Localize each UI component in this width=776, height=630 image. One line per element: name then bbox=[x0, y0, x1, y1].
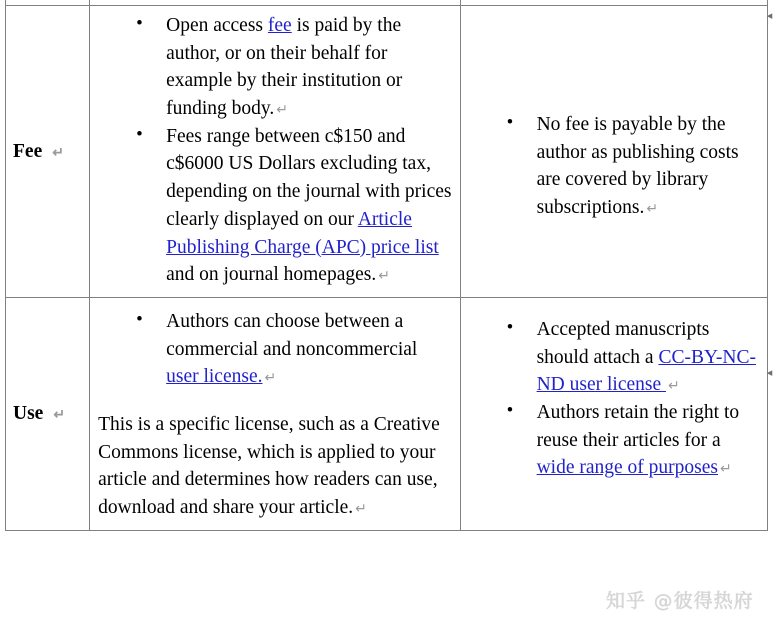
list-item bbox=[98, 308, 451, 391]
link-open-access-fee[interactable]: fee bbox=[267, 15, 292, 36]
table-body bbox=[6, 0, 768, 530]
bullet-list bbox=[98, 308, 451, 391]
link-user-license[interactable]: user license. bbox=[166, 366, 263, 388]
paragraph-mark-icon: ↵ bbox=[355, 500, 367, 516]
text-segment: Open access bbox=[166, 15, 268, 36]
paragraph-mark-icon: ↵ bbox=[646, 200, 659, 217]
paragraph-mark-icon: ↵ bbox=[264, 369, 277, 386]
bullet-list bbox=[98, 12, 451, 289]
text-segment: This is a specific license, such as a Creative Commons license, which is applied to your article and determines how readers can use, download and share your article. bbox=[98, 413, 440, 518]
table-row bbox=[6, 6, 768, 298]
list-item bbox=[98, 123, 451, 289]
cell-subscription-fee bbox=[460, 6, 767, 298]
row-end-marker-icon[interactable]: ◂ bbox=[766, 367, 773, 379]
text-segment: Fees range between c$150 and c$6000 US Dollars excluding tax, depending on the journal with prices clearly displayed on our bbox=[166, 125, 452, 230]
paragraph-mark-icon: ↵ bbox=[720, 460, 732, 477]
bullet-list bbox=[469, 316, 759, 482]
text-segment: No fee is payable by the author as publishing costs are covered by library subscriptions. bbox=[536, 114, 739, 219]
list-item bbox=[98, 12, 451, 123]
text-segment: and on journal homepages. bbox=[166, 264, 377, 286]
link-wide-range-of-purposes[interactable]: wide range of purposes bbox=[536, 457, 718, 479]
comparison-table bbox=[5, 0, 768, 531]
list-item bbox=[469, 399, 759, 482]
row-end-marker-icon[interactable]: ◂ bbox=[766, 10, 773, 22]
text-segment: Accepted manuscripts should attach a bbox=[536, 318, 710, 368]
cell-open-access-fee bbox=[90, 6, 460, 298]
paragraph-mark-icon: ↵ bbox=[53, 405, 66, 422]
text-segment: Authors can choose between a commercial and noncommercial bbox=[166, 310, 418, 360]
paragraph-mark-icon: ↵ bbox=[378, 267, 390, 284]
paragraph-mark-icon: ↵ bbox=[668, 377, 680, 394]
link-apc-price-list[interactable]: Article Publishing Charge (APC) price list bbox=[166, 208, 439, 258]
paragraph-mark-icon: ↵ bbox=[276, 101, 288, 118]
table-row bbox=[6, 297, 768, 530]
bullet-list bbox=[469, 111, 759, 222]
watermark: 知乎 @彼得热府 bbox=[606, 590, 754, 612]
cell-row-label-use bbox=[6, 297, 90, 530]
paragraph-license-description bbox=[98, 411, 451, 522]
link-cc-by-nc-nd-user-license[interactable]: CC-BY-NC-ND user license bbox=[536, 346, 756, 396]
paragraph-mark-icon: ↵ bbox=[52, 143, 64, 160]
cell-row-label-fee bbox=[6, 6, 90, 298]
text-segment: Authors retain the right to reuse their articles for a bbox=[536, 401, 740, 451]
row-label-text: Fee bbox=[13, 140, 43, 162]
text-segment: is paid by the author, or on their behalf for example by their institution or funding body. bbox=[166, 15, 403, 120]
list-item bbox=[469, 111, 759, 222]
cell-subscription-use bbox=[460, 297, 767, 530]
cell-open-access-use bbox=[90, 297, 460, 530]
list-item bbox=[469, 316, 759, 399]
row-label-text: Use bbox=[13, 402, 44, 424]
